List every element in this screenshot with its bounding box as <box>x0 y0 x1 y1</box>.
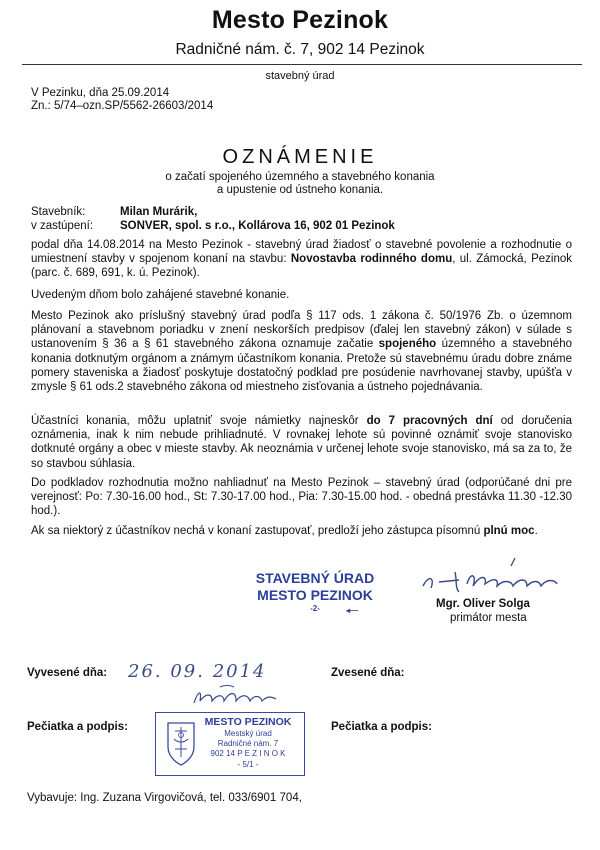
paragraph-start: Uvedeným dňom bolo zahájené stavebné konanie. <box>31 289 290 301</box>
posted-label: Vyvesené dňa: <box>27 667 108 679</box>
representative-value: SONVER, spol. s r.o., Kollárova 16, 902 01 Pezinok <box>120 220 395 232</box>
removed-label: Zvesené dňa: <box>331 667 405 679</box>
city-stamp-line-5: - 5/1 - <box>237 760 259 769</box>
notice-heading: OZNÁMENIE <box>222 146 378 168</box>
city-address: Radničné nám. č. 7, 902 14 Pezinok <box>175 41 425 58</box>
paragraph-legal-basis <box>31 309 572 394</box>
file-number: Zn.: 5/74–ozn.SP/5562-26603/2014 <box>31 100 214 112</box>
office-stamp-line-1: STAVEBNÝ ÚRAD <box>255 570 375 586</box>
mayor-name: Mgr. Oliver Solga <box>436 598 530 610</box>
date-line: V Pezinku, dňa 25.09.2014 <box>31 87 170 99</box>
city-title: Mesto Pezinok <box>211 6 389 34</box>
paragraph-representation-text: Ak sa niektorý z účastníkov nechá v konaní zastupovať, predloží jeho zástupca písomnú <box>31 525 484 537</box>
paragraph-legal-tail: územného a stavebného konania dotknutým orgánom a známym účastníkom konania. Pretože sú stavebnému úradu dobre známe pomery staveniska a žiadosť poskytuje dostatočný podklad pre posúdenie navrhovanej stavby, upúšťa v zmysle § 61 ods.2 stavebného zákona od miestneho zisťovania a ústneho pojednávania. <box>31 338 572 394</box>
builder-label: Stavebník: <box>31 206 86 218</box>
builder-value: Milan Murárik, <box>120 206 198 218</box>
office-stamp-line-2: MESTO PEZINOK <box>257 587 373 603</box>
objection-deadline: do 7 pracovných dní <box>366 415 493 427</box>
paragraph-representation-tail: . <box>534 525 538 537</box>
notice-subtitle-line-1: o začatí spojeného územného a stavebného konania <box>165 171 435 183</box>
office-stamp-mark: ◂— <box>346 606 359 615</box>
office-stamp-line-3: -2- <box>310 604 320 613</box>
city-stamp-line-4: 902 14 P E Z I N O K <box>210 749 286 758</box>
paragraph-application-text: podal dňa 14.08.2014 na Mesto Pezinok - stavebný úrad žiadosť o stavebné povolenie a rozhodnutie o umiestnení stavby v spojenom konaní na stavbu: <box>31 239 572 266</box>
stamp-label-left: Pečiatka a podpis: <box>27 721 128 733</box>
posted-date: 26. 09. 2014 <box>128 661 267 682</box>
power-of-attorney: plnú moc <box>483 525 535 537</box>
clerk-signature <box>190 683 280 711</box>
header-divider <box>22 64 582 65</box>
city-stamp <box>155 712 305 776</box>
paragraph-legal-text: Mesto Pezinok ako príslušný stavebný úrad podľa § 117 ods. 1 zákona č. 50/1976 Zb. o územnom plánovaní a stavebnom poriadku v znení neskorších predpisov (ďalej len stavebný zákon) v súlade s ustanovením § 36 a § 61 stavebného zákona oznamuje začatie <box>31 310 572 351</box>
stamp-label-right: Pečiatka a podpis: <box>331 721 432 733</box>
paragraph-objections-tail: od doručenia oznámenia, inak k nim nebude prihliadnuté. V rovnakej lehote sú povinné oznámiť svoje stanovisko dotknuté orgány a obec v mieste stavby. Ak neoznámia v určenej lehote svoje stanovisko, má sa za to, že so stavbou súhlasia. <box>31 415 573 470</box>
paragraph-objections-text: Účastníci konania, môžu uplatniť svoje námietky najneskôr <box>31 415 367 427</box>
office-name: stavebný úrad <box>265 70 335 82</box>
coat-of-arms-icon <box>164 719 198 769</box>
handled-by: Vybavuje: Ing. Zuzana Virgovičová, tel. 033/6901 704, <box>27 792 302 804</box>
representative-label: v zastúpení: <box>31 220 94 232</box>
paragraph-office-hours: Do podkladov rozhodnutia možno nahliadnuť na Mesto Pezinok – stavebný úrad (odporúčané dni pre verejnosť: Po: 7.30-16.00 hod., St: 7.30-17.00 hod., Pia: 7.30-15.00 hod. - obedná prestávka 11.30 -12.30 hod.). <box>31 477 572 518</box>
mayor-title: primátor mesta <box>450 612 527 624</box>
notice-subtitle-line-2: a upustenie od ústneho konania. <box>216 184 384 196</box>
paragraph-representation <box>31 524 572 538</box>
paragraph-legal-bold: spojeného <box>378 338 437 351</box>
city-stamp-line-3: Radničné nám. 7 <box>217 739 279 748</box>
paragraph-application-tail: , ul. Zámocká, Pezinok (parc. č. 689, 691, k. ú. Pezinok). <box>31 253 572 280</box>
mayor-signature <box>415 556 575 600</box>
building-name: Novostavba rodinného domu <box>290 253 453 266</box>
city-stamp-line-2: Mestský úrad <box>224 729 272 738</box>
paragraph-application <box>31 238 572 281</box>
city-stamp-line-1: MESTO PEZINOK <box>204 716 292 728</box>
paragraph-objections <box>31 414 572 471</box>
